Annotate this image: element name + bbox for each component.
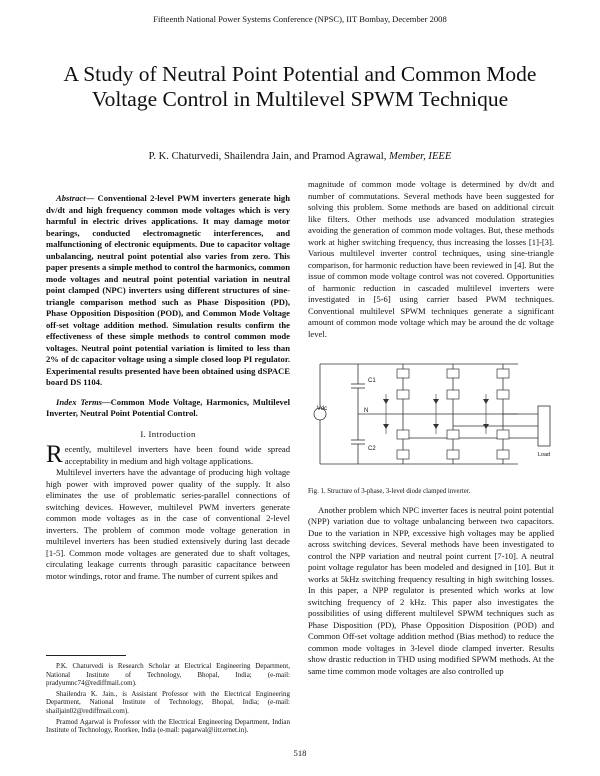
drop-cap: R [46,441,63,468]
abstract-lead: Abstract [56,193,86,203]
left-column [46,193,290,582]
intro-paragraph-1: Recently, multilevel inverters have been found wide spread acceptability in medium and high voltage applications. [46,441,290,468]
footnote-2: Shailendra K. Jain., is Assistant Professor with the Electrical Engineering Department, National Institute of Technology, Bhopal, India; (e-mail: shailjain02@rediffmail.com). [46,689,290,715]
footnote-rule [46,655,126,656]
footnote-3: Pramod Agarwal is Professor with the Electrical Engineering Department, Indian Institute of Technology, Roorkee, India (e-mail: pagarwal@iitr.ernet.in). [46,717,290,735]
right-column [308,179,554,677]
label-c1: C1 [368,378,376,384]
figure-1-caption: Fig. 1. Structure of 3-phase, 3-level diode clamped inverter. [308,488,471,495]
section-heading-introduction: I. Introduction [140,428,196,439]
right-paragraph-1: magnitude of common mode voltage is determined by dv/dt and number of commutations. Several methods have been suggested for solving this problem. Some methods are based on additional circuit like filters. Other methods use advanced modulation strategies avoiding the generation of common mode voltages. But, these methods work at higher switching frequency, thus increasing the losses [1]-[3]. Various multilevel inverter control techniques, using sine-triangle comparison, for harmonic reduction have been reviewed in [4]. But the issue of common mode voltage control was not covered. Opportunities of harmonic reduction in cascaded multilevel inverters were investigated in [5-6] using carrier based PWM techniques. Conventional multilevel SPWM techniques generate a significant amount of common mode voltage which may be around the dc voltage level. [308,179,554,339]
label-vdc: Vdc [316,406,328,412]
index-terms-text: —Common Mode Voltage, Harmonics, Multilevel Inverter, Neutral Point Potential Control. [46,396,291,418]
right-paragraph-2: Another problem which NPC inverter faces is neutral point potential (NPP) variation due to voltage unbalancing between two capacitors. Due to the variation in NPP, excessive high voltages may be applied across switching devices. Several methods have been investigated to control the NPP variation and neutral point current [7-10]. A neutral point voltage regulator has been modeled and designed in [10]. But it works at 5kHz switching frequency resulting in high switching losses. In this paper, a NPP regulator is presented which works at low switching frequency of 2 kHz. This paper also investigates the possibilities of using different multilevel SPWM techniques such as Phase Disposition (PD), Phase Opposition Disposition (POD) and Common Off-set voltage addition method (Bias method) to reduce the common mode voltages in 3-level diode clamped inverter. Results show drastic reduction in THD using modified SPWM methods. At the same time common mode voltages are also controlled up [308,504,554,676]
label-neutral: N [364,408,369,414]
author-names: P. K. Chaturvedi, Shailendra Jain, and Pramod Agrawal, [148,151,387,162]
figure-1-circuit-diagram [308,344,554,484]
author-line [0,151,600,162]
author-footnotes [46,655,290,737]
footnote-1: P.K. Chaturvedi is Research Scholar at Electrical Engineering Department, National Institute of Technology, Bhopal, India; (e-mail: pradyumnc74@rediffmail.com). [46,662,290,688]
abstract [46,193,290,389]
abstract-text: — Conventional 2-level PWM inverters generate high dv/dt and high frequency common mode voltages which is very harmful in electric drives applications. It may damage motor bearings, conducted electromagnetic interferences, and malfunctioning of electronic equipments. Due to capacitor voltage unbalancing, neutral point potential also varies from zero. This paper presents a simple method to control the harmonics, common mode voltages and neutral point potential variation in neutral point clamped (NPC) inverters using different structures of sine-triangle comparison method such as Phase Disposition (PD), Phase Opposition Disposition (POD), and Common Mode Voltage off-set voltage addition method. Simulation results confirm the effectiveness of these simple methods to control common mode voltages. Neutral point potential variation is limited to less than 2% of dc capacitor voltage using a simple closed loop PI regulator. Experimental results presented have been obtained using dSPACE board DS 1104. [46,193,290,387]
index-terms-lead: Index Terms [56,396,102,407]
index-terms [46,397,290,420]
label-load: Load [537,452,551,458]
paper-title: A Study of Neutral Point Potential and Common Mode Voltage Control in Multilevel SPWM Technique [63,62,537,111]
page-number: 518 [293,748,307,758]
intro-paragraph-2: Multilevel inverters have the advantage of producing high voltage high power with improved power quality of the supply. It also eliminates the use of problematic series-parallel connections of switching devices. However, multilevel PWM inverters generate common mode voltages as in the case of conventional 2-level inverters. The problem of common mode voltage generation in multilevel inverters has been studied extensively during last decade [1-5]. Common mode voltages are generated due to shaft voltages, circulating leakage currents through parasitic capacitance between motor windings, rotor and frame. The number of current spikes and [46,467,290,581]
author-membership: Member, IEEE [389,151,452,162]
running-header: Fifteenth National Power Systems Conference (NPSC), IIT Bombay, December 2008 [153,14,447,24]
label-c2: C2 [368,446,376,452]
inverter-circuit-svg [308,344,554,484]
